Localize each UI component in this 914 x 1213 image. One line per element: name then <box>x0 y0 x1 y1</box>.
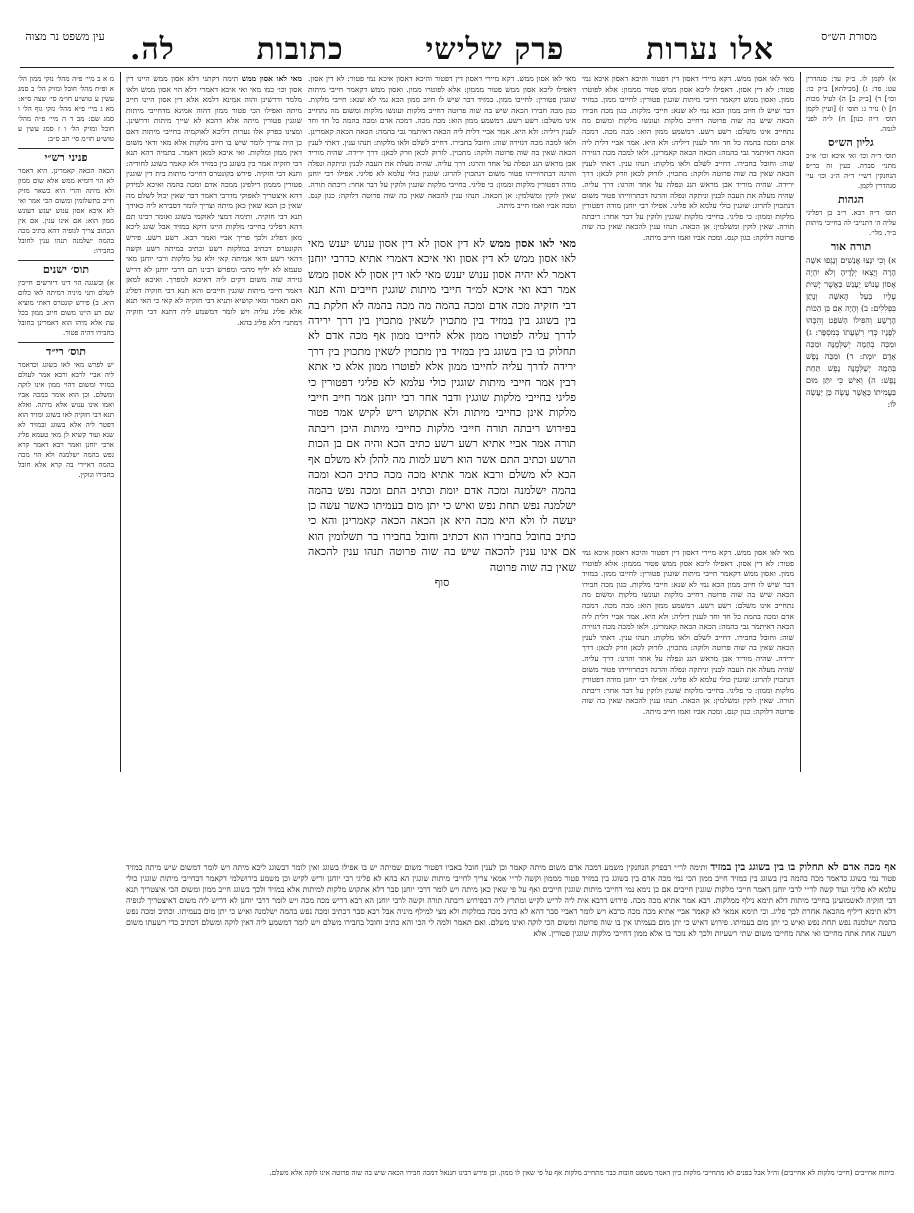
tosafot-rid-text: יש לפרש מאי לאו בשוגג וכדאמר ליה אביי לרבא ורבא אמר לעולם במזיד ומשום דהוי ממון אינו לוקה ומשלם. וכן הוא אומר במכה אביו ואמו אינו ענוש אלא מיתה. ואלא תנא דבי חזקיה לאו בשוגג ומזיד הוא דפטר ליה אלא בשוגג ובמזיד לא שנא ועוד קשיא לן מאי טעמא פליג ארבי יוחנן ואמר רבא דאמר קרא נפש בהמה ישלמנה ולא הוי מכה בהמה דאיירי בה קרא אלא חובל בחבירו ונזקין. <box>18 361 114 479</box>
gemara-opening-words: מאי לאו אסון ממש <box>489 237 576 250</box>
rashi-text: מאי לאו אסון ממש. דקא מיירי דאסון דין דפטור והיכא דאסון איכא נמי פטור: לא דין אסון. דאפילו ליכא אסון ממש פטור מממון: אלא לפוטרו ממון. ואסון ממש דקאמר חייבי מיתות שוגגין פטורין: לחייבו ממון. במזיד דבר שיש לו חיוב ממון הכא נמי לא שנא: חייבי מלקות. כגון מכה חבירו הכאה שיש בה שוה פרוטה דחייב מלקות ועונשו מלקות ומשום מה נתחייב אינו משלם: רשע רשע. דמשמע ממון הוא: מכה מכה. דמכה אדם ומכה בהמה כל חד וחד לענין דיליה: ולא היא. אמר אביי דלית ליה הכאה דאיתמר גבי בהמה: הכאה הכאה קאמרינן. ולאו למכה מכה דגזירה שוה: וחובל בחבירו. דחייב לשלם ולאו מלקות: תנהו ענין. דאתי לענין הכאה שאין בה שוה פרוטה ולוקה: מתכוין. לזרוק לכאן וזרק לכאן: דרך ירידה. שהיה מוריד אבן מראש הגג ונפלה על אחד והרגו: דרך עליה. שהיה מעלה את העבה לבנין וניתקה ונפלה והרגה דבתרווייהו פטור משום דנתכוין להרוג: שוגגין כולי עלמא לא פליגי. אפילו רבי יוחנן מודה דפטורין מלקות וממון: כי פליגי. בחייבי מלקות שוגגין ולוקין על דבר אחר: ריבתה תורה. שאין לוקין ומשלמין: אן הכאה. תנהו ענין להכאה שאין בה שוה פרוטה דלוקה: כגון קנס. ומכה אביו ואמו חייב מיתה. <box>582 74 794 242</box>
left-margin-rule <box>120 72 121 772</box>
tosafot-opening-words: מאי לאו אסון ממש <box>241 74 302 83</box>
tosafot-yeshanim-title: תוס׳ ישנים <box>42 263 90 276</box>
gilyon-text: תוס׳ ד״ה וכו׳ ואי איכא וכו׳ א״כ מתני׳ סברה. כעין זה בר״פ הנחנקין רש״י ד״ה ה״נ וכו׳ עי׳ סנהדרין לקמן. <box>806 152 896 190</box>
rashi-pearls-title: פניני רש״י <box>44 151 88 164</box>
rashi-lower <box>582 548 794 854</box>
rashi-commentary <box>582 74 794 544</box>
tosafot-commentary <box>126 74 302 854</box>
bottom-final-word: אלא <box>533 929 547 938</box>
divider <box>18 148 114 149</box>
chapter-title: אלו נערות <box>646 31 774 67</box>
torah-or-title: תורה אור <box>830 240 872 253</box>
tosafot-rid-title: תוס׳ רי״ד <box>46 345 86 358</box>
page-footnote: ביתוח אחייבים (חייבי מלקות לא אחייבים) וה״ל אבל בפנים לא מתחייבי מלקות כיון דאמר משפט חובות כבר מתחייב מלקות אף על פי שאין לו ממון. וכן פירש רבינו חננאל דמכה חבירו הכאה שיש בה שוה פרוטה אינו לוקה אלא משלם. <box>269 1169 894 1177</box>
divider <box>18 342 114 343</box>
rashi-lower-text: מאי לאו אסון ממש. דקא מיירי דאסון דין דפטור והיכא דאסון איכא נמי פטור: לא דין אסון. דאפילו ליכא אסון ממש פטור מממון: אלא לפוטרו ממון. ואסון ממש דקאמר חייבי מיתות שוגגין פטורין: לחייבו ממון. במזיד דבר שיש לו חיוב ממון הכא נמי לא שנא: חייבי מלקות. כגון מכה חבירו הכאה שיש בה שוה פרוטה דחייב מלקות ועונשו מלקות ומשום מה נתחייב אינו משלם: רשע רשע. דמשמע ממון הוא: מכה מכה. דמכה אדם ומכה בהמה כל חד וחד לענין דיליה: ולא היא. אמר אביי דלית ליה הכאה דאיתמר גבי בהמה: הכאה הכאה קאמרינן. ולאו למכה מכה דגזירה שוה: וחובל בחבירו. דחייב לשלם ולאו מלקות: תנהו ענין. דאתי לענין הכאה שאין בה שוה פרוטה ולוקה: מתכוין. לזרוק לכאן וזרק לכאן: דרך ירידה. שהיה מוריד אבן מראש הגג ונפלה על אחד והרגו: דרך עליה. שהיה מעלה את העבה לבנין וניתקה ונפלה והרגה דבתרווייהו פטור משום דנתכוין להרוג: שוגגין כולי עלמא לא פליגי. אפילו רבי יוחנן מודה דפטורין מלקות וממון: כי פליגי. בחייבי מלקות שוגגין ולוקין על דבר אחר: ריבתה תורה. שאין לוקין ומשלמין: אן הכאה. תנהו ענין להכאה שאין בה שוה פרוטה דלוקה: כגון קנס. ומכה אביו ואמו חייב מיתה. <box>582 548 794 716</box>
bottom-tosafot <box>126 862 896 1162</box>
header-titles <box>130 32 774 66</box>
gemara-body: לא דין אסון לא דין אסון ענוש יענש מאי לאו אסון ממש לא דין אסון ואי איכא דאמרי אתיא כדרבי יוחנן דאמר לא יהיה אסון ענוש יענש מאי לאו דין אסון לא אסון ממש אמר רבא ואי איכא למ״ד חייבי מיתות שוגגין חייבים והא תנא דבי חזקיה מכה אדם ומכה בהמה מה מכה בהמה לא חלקת בה בין בשוגג בין במזיד בין מתכוין לשאין מתכוין בין דרך ירידה לדרך עליה לפוטרו ממון אלא לחייבו ממון אף מכה אדם לא תחלוק בו בין בשוגג בין במזיד בין מתכוין לשאין מתכוין בין דרך ירידה לדרך עליה לחייבו ממון אלא לפוטרו ממון אלא כי אתא רבין אמר חייבי מיתות שוגגין כולי עלמא לא פליגי דפטורין כי פליגי בחייבי מלקות שוגגין ודבר אחר רבי יוחנן אמר חייב חייבי מלקות אינן כחייבי מיתות ולא אתקוש ריש לקיש אמר פטור בפירוש ריבתה תורה חייבי מלקות כחייבי מיתות היכן ריבתה תורה אמר אביי אתיא רשע רשע כתיב הכא והיה אם בן הכות הרשע וכתיב התם אשר הוא רשע למות מה להלן לא משלם אף הכא לא משלם ורבא אמר אתיא מכה מכה כתיב הכא ומכה בהמה ישלמנה ומכה אדם יומת וכתיב התם ומכה נפש בהמה ישלמנה נפש תחת נפש ואיש כי יתן מום בעמיתו כאשר עשה כן יעשה לו ולא היא מכה היא אן הכאה הכאה קאמרינן והא כי כתיב בחובל בחבירו הוא דכתיב וחובל בחבירו בר תשלומין הוא אם אינו ענין להכאה שיש בה שוה פרוטה תנהו ענין להכאה שאין בה שוה פרוטה <box>308 237 576 574</box>
torah-or-text: א) וְכִי יִנָּצוּ אֲנָשִׁים וְנָגְפוּ אִשָּׁה הָרָה וְיָצְאוּ יְלָדֶיהָ וְלֹא יִהְיֶה אָסוֹן עָנוֹשׁ יֵעָנֵשׁ כַּאֲשֶׁר יָשִׁית עָלָיו בַּעַל הָאִשָּׁה וְנָתַן בִּפְלִלִים: ב) וְהָיָה אִם בִּן הַכּוֹת הָרָשָׁע וְהִפִּילוֹ הַשֹּׁפֵט וְהִכָּהוּ לְפָנָיו כְּדֵי רִשְׁעָתוֹ בְּמִסְפָּר: ג) וּמַכֵּה בְהֵמָה יְשַׁלְּמֶנָּה וּמַכֵּה אָדָם יוּמָת: ד) וּמַכֵּה נֶפֶשׁ בְּהֵמָה יְשַׁלְּמֶנָּה נֶפֶשׁ תַּחַת נָפֶשׁ: ה) וְאִישׁ כִּי יִתֵּן מוּם בַּעֲמִיתוֹ כַּאֲשֶׁר עָשָׂה כֵּן יֵעָשֶׂה לּוֹ: <box>806 256 896 409</box>
divider <box>18 260 114 261</box>
gilyon-title: גליון הש״ס <box>828 136 874 149</box>
chapter-number: פרק שלישי <box>425 31 565 67</box>
left-margin <box>18 74 114 1199</box>
ein-mishpat-header: עין משפט נר מצוה <box>25 30 105 43</box>
haghot-title: הגהות <box>838 193 864 206</box>
gemara-text <box>308 236 576 856</box>
ein-mishpat-text: מ א ב מיי׳ פ״ה מהל׳ נזקי ממון הל׳ א ופ״ח מהל׳ חובל ומזיק הל׳ ב סמג עשין ע טוש״ע חו״מ סי׳ שצה ס״א: מא ג מיי׳ פ״א מהל׳ נזקי גוף הל׳ ו סמג שם: מב ד ה מיי׳ פ״ה מהל׳ חובל ומזיק הל׳ ו ז סמג עשין ע טוש״ע חו״מ סי׳ תכ ס״ב: <box>18 75 114 143</box>
masoret-text: א) לקמן לו. ב״ק עד: סנהדרין עט: פד: ג) [מכילתא] ב״ק כו: וכו׳] ד) [ב״ק כ] ה) לעיל מכות ח] ו) נזיר ג: תוס׳ ז) [ועיין לקמן תוס׳ ד״ה כנון] ח) ל״ה לפני לגמה. <box>806 75 896 133</box>
right-margin-rule <box>800 72 801 772</box>
tractate-name: כתובות <box>256 31 344 67</box>
haghot-text: תוס׳ ד״ה רבא. ר״ב בן דפליגי עליה ה׳ דתנייבי לה בחייבי מיתות ב״ד. מלי׳. <box>806 209 896 237</box>
masoret-header: מסורת הש״ס <box>821 30 877 43</box>
right-margin <box>806 74 896 864</box>
tosafot-text: תימה דקתני דלא אסון ממש היינו דין אסון וכו׳ כמו מאי ואי איכא דאמרי דלא הוי אסון ממש ולאו מלמד ודרשינן והוה אמינא דלמא אלא דין אסון היינו חייב מיתה ואפילו הכי פטור ממון דהוה אמינא מדחייבי מיתות שוגגין פטורין מיתה אלא דהכא לא שייך מיתות ודרשינן. ומצינו בפרק אלו נערות דליכא לאוקמיה בחייבי מיתות דאם כן היה צריך לומר שיש בו חיוב מלקות אלא מאי ודאי משום דאין ממון ומלקות. ואי איכא למאן דאמר. בתמיה דהא תנא דבי חזקיה אמר בין בשוגג בין במזיד ולא קאמר בשוגג לחודיה: ותנא דבי חזקיה. פירש בקונטרס דחייבי מיתות בית דין שוגגין פטורין מממון דילפינן ממכה אדם ומכה בהמה ואיכא למידק דהא איצטריך לאפוקי מדרבי דאמר דבר שאין יכול לשלם מה שאין כן הכא שאין כאן מיתה וצריך לומר דסבירא ליה כאידך תנא דבי חזקיה. ותימה דמצי לאוקמי בשוגג ואומר רבינו תם דהא דפליגי בחייבי מלקות היינו דוקא במזיד אבל שוגג ליכא מאן דפליג ולכך פריך אביי ואמר רבא. רשע רשע. פירש הקונטרס דכתיב במלקות רשע וכתיב במיתה רשע וקשה דהאי רשע ודאי אמיתה קאי ולא על מלקות ורבי יוחנן מאי טעמא לא יליף מהכי ומפרש רבינו תם דרבי יוחנן לא דריש גזירה שוה משום דקים ליה דאיכא למפרך. ואיכא למאן דאמר חייבי מיתות שוגגין חייבים והא תנא דבי חזקיה דפליג ואם תאמר ומאי קושיא ותניא דבי חזקיה לא קאי כי האי תנא אלא פליג עליה ויש לומר דמשמע ליה דתנא דבי חזקיה דמתני׳ דלא פליג בהא. <box>126 74 302 327</box>
tosafot-yeshanim-text: א) ובשגגה הוי דינו דיורשים חייבין לשלם ותני מיניה דמיתה לאו כלום היא. ב) פירש קונטרס דאתי מוציא שם רע היינו משום חיוב ממון בכל עת אלא מיהו הוא דאמרינן בחובל בחבירו דהיה פטור. <box>18 279 114 337</box>
rashi-pearls-text: הכאה הכאה קאמרינן. היא דאמר לא הוי דומיא ממש אלא שום ממון ולא מיתה והרי היא כשאר מזיק חייב בתשלומין ומשום הכי אמר ואי לא איכא אסון ענוש יענש דעונש ממון הוא: אם אינו ענין. אם אין הכתוב צריך לגופיה דהא כתיב מכה בהמה ישלמנה תנהו ענין לחובל בחבירו: <box>18 167 114 255</box>
gemara-end-word: סוף <box>434 575 450 589</box>
rashi-continuation: מאי לאו אסון ממש. דקא מיירי דאסון דין דפטור והיכא דאסון איכא נמי פטור: לא דין אסון. דאפילו ליכא אסון ממש פטור מממון: אלא לפוטרו ממון. ואסון ממש דקאמר חייבי מיתות שוגגין פטורין: לחייבו ממון. במזיד דבר שיש לו חיוב ממון הכא נמי לא שנא: חייבי מלקות. כגון מכה חבירו הכאה שיש בה שוה פרוטה דחייב מלקות ועונשו מלקות ומשום מה נתחייב אינו משלם: רשע רשע. דמשמע ממון הוא: מכה מכה. דמכה אדם ומכה בהמה כל חד וחד לענין דיליה: ולא היא. אמר אביי דלית ליה הכאה דאיתמר גבי בהמה: הכאה הכאה קאמרינן. ולאו למכה מכה דגזירה שוה: וחובל בחבירו. דחייב לשלם ולאו מלקות: תנהו ענין. דאתי לענין הכאה שאין בה שוה פרוטה ולוקה: מתכוין. לזרוק לכאן וזרק לכאן: דרך ירידה. שהיה מוריד אבן מראש הגג ונפלה על אחד והרגו: דרך עליה. שהיה מעלה את העבה לבנין וניתקה ונפלה והרגה דבתרווייהו פטור משום דנתכוין להרוג: שוגגין כולי עלמא לא פליגי. אפילו רבי יוחנן מודה דפטורין מלקות וממון: כי פליגי. בחייבי מלקות שוגגין ולוקין על דבר אחר: ריבתה תורה. שאין לוקין ומשלמין: אן הכאה. תנהו ענין להכאה שאין בה שוה פרוטה דלוקה: כגון קנס. ומכה אביו ואמו חייב מיתה. <box>308 74 576 211</box>
page-header <box>20 30 894 68</box>
bottom-commentary-text: ותימה לר״י דבפרק הנחנקין משמע דמכה אדם משום מיתה קאמר וכן לענין חובל באביו דפטור משום שמיתה יש בו אפילו בשוגג ואין לומר דבשוגג ליכא מיתה ויש לומר דמשום שיש מיתה במזיד פטור נמי בשוגג כדאמר מכה בהמה בין בשוגג בין במזיד חייב ממון הכי נמי מכה אדם בין בשוגג בין במזיד פטור מממון וקשה לר״י אמאי צריך לחייבי מיתות שוגגין הא בהא לא פליגי רבי יוחנן וריש לקיש וכן משמע בירושלמי דקאמר דבחייבי מיתות שוגגין כולי עלמא לא פליגי ועוד קשה לר״י לרבי יוחנן דאמר חייבי מלקות שוגגין חייבים אם כן נימא נמי דחייבי מיתות שוגגין חייבים ואף על פי שאין כאן מיתה ויש לומר דרבי יוחנן סבר דלא אתקוש מלקות למיתות אלא במזיד ולכך בשוגג חייב ממון ומשום הכי איצטריך תנא דבי חזקיה לאשמועינן בחייבי מיתות דלא תימא נילף ממלקות. רבא אמר אתיא מכה מכה. פירוש דרבא אית ליה לריש לקיש ומתרץ ליה דבפירוש ריבתה תורה וקשה לרבי יוחנן הא רבא דריש מכה מכה ויש לומר דרבי יוחנן לא דריש ליה משום דאיצטריך לגופיה דלא תימא דיליף מהכאה אחרת לכך פליג. וכי תימא אמאי לא קאמר אביי אתיא מכה מכה כרבא ויש לומר דאביי סבר דהא לא כתיב מכה במלקות ולא מצי למילף מיניה אבל רבא סבר דכתיב ומכה נפש בהמה ישלמנה ואיש כי יתן מום בעמיתו. וכתיב ומכה נפש בהמה ישלמנה נפש תחת נפש ואיש כי יתן מום בעמיתו. פירוש דאיש כי יתן מום בעמיתו אין בו שוה פרוטה ומשום הכי לוקה ואינו משלם. ואם תאמר ולמה לי הכי והא כתיב וחובל בחבירו משלם ויש לומר דמשמע ליה דאין לוקה ומשלם דכתיב כדי רשעתו משום רשעה אחת אתה מחייבו ואי אתה מחייבו משום שתי רשעיות ולכך לא נזכר בו אלא ממון דחייבי מלקות שוגגין פטורין. <box>126 863 896 938</box>
folio-number: לה. <box>130 31 175 67</box>
rashi-top-center <box>308 74 576 232</box>
bottom-lead-words: אף מכה אדם לא תחלוק בו בין בשוגג בין במזיד <box>710 862 896 873</box>
